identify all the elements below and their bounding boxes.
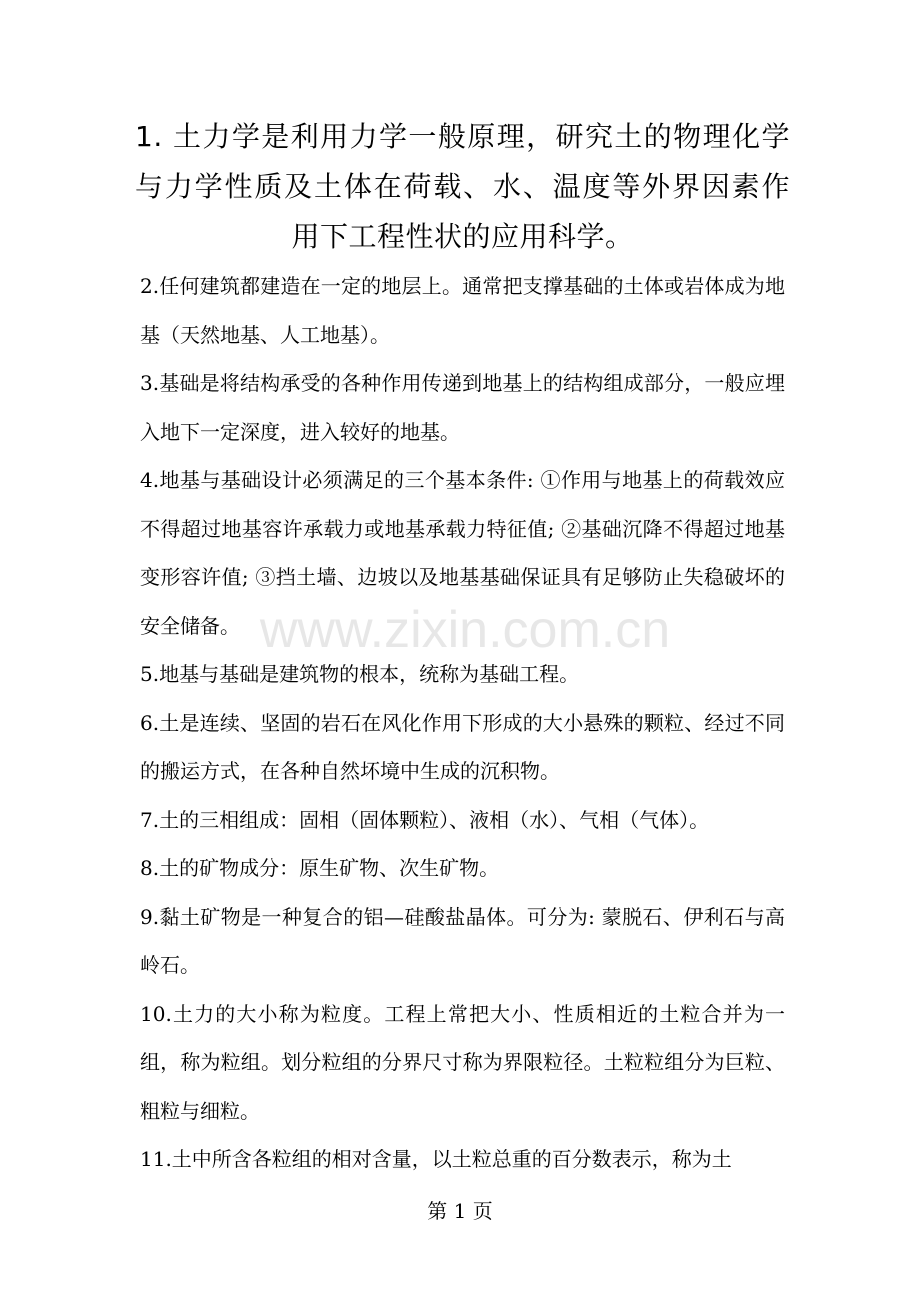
paragraph-3: 3.基础是将结构承受的各种作用传递到地基上的结构组成部分，一般应埋入地下一定深度，进入较好的地基。: [140, 371, 785, 444]
paragraph-4: 4.地基与基础设计必须满足的三个基本条件: ①作用与地基上的荷载效应不得超过地基容许承载力或地基承载力特征值; ②基础沉降不得超过地基变形容许值; ③挡土墙、边坡以及地基基础保证具有足够防止失稳破坏的安全储备。: [140, 468, 785, 638]
paragraph-7: 7.土的三相组成：固相（固体颗粒）、液相（水）、气相（气体）。: [140, 807, 710, 832]
paragraph-10: 10.土力的大小称为粒度。工程上常把大小、性质相近的土粒合并为一组，称为粒组。划分粒组的分界尺寸称为界限粒径。土粒粒组分为巨粒、粗粒与细粒。: [140, 1001, 785, 1123]
document-body: [140, 262, 785, 1184]
page-title: 1. 土力学是利用力学一般原理，研究土的物理化学与力学性质及土体在荷载、水、温度等外界因素作用下工程性状的应用科学。: [135, 120, 790, 253]
paragraph-11: 11.土中所含各粒组的相对含量，以土粒总重的百分数表示，称为土: [140, 1147, 732, 1171]
paragraph-2: 2.任何建筑都建造在一定的地层上。通常把支撑基础的土体或岩体成为地基（天然地基、人工地基）。: [140, 274, 785, 347]
paragraph-6: 6.土是连续、坚固的岩石在风化作用下形成的大小悬殊的颗粒、经过不同的搬运方式，在各种自然坏境中生成的沉积物。: [140, 710, 785, 783]
paragraph-9: 9.黏土矿物是一种复合的铝—硅酸盐晶体。可分为: 蒙脱石、伊利石与高岭石。: [140, 904, 785, 977]
paragraph-8: 8.土的矿物成分：原生矿物、次生矿物。: [140, 856, 500, 880]
page-number: 第 1 页: [427, 1199, 493, 1223]
paragraph-5: 5.地基与基础是建筑物的根本，统称为基础工程。: [140, 662, 580, 686]
watermark: www.zixin.com.cn: [259, 601, 671, 659]
